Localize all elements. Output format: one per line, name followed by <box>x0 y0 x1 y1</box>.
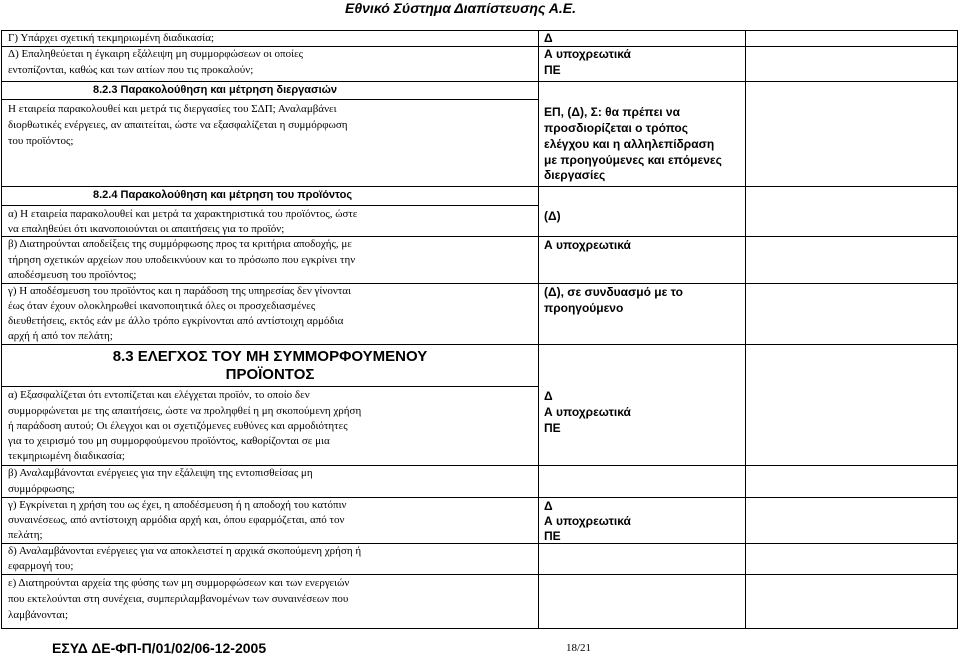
criterion-text: ε) Διατηρούνται αρχεία της φύσης των μη συμμορφώσεων και των ενεργειών <box>8 577 350 589</box>
column-divider-right <box>745 30 746 629</box>
section-heading-8-2-3: 8.2.3 Παρακολούθηση και μέτρηση διεργασιών <box>93 84 338 96</box>
assessment-note: προσδιορίζεται ο τρόπος <box>544 121 688 135</box>
criterion-text: γ) Εγκρίνεται η χρήση του ως έχει, η αποδέσμευση ή η αποδοχή του κατόπιν <box>8 499 347 511</box>
row-line <box>1 186 958 187</box>
assessment-note: (Δ), σε συνδυασμό με το <box>544 285 683 299</box>
assessment-note: Δ <box>544 499 553 513</box>
criterion-text: πελάτη; <box>8 529 43 541</box>
assessment-note: Α υποχρεωτικά <box>544 47 631 61</box>
table-border-right <box>957 30 958 629</box>
criterion-text: συναινέσεως, από αντίστοιχη αρμόδια αρχή και, όπου εφαρμόζεται, από τον <box>8 514 345 526</box>
criterion-text: Η εταιρεία παρακολουθεί και μετρά τις διεργασίες του ΣΔΠ; Αναλαμβάνει <box>8 103 337 115</box>
criterion-text: αποδέσμευση του προϊόντος; <box>8 269 137 281</box>
criterion-text: τεκμηριωμένη διαδικασία; <box>8 450 125 462</box>
assessment-note: ΠΕ <box>544 421 561 435</box>
criterion-text: διευθετήσεις, εκτός εάν με άλλο τρόπο εγκρίνονται από αντίστοιχη αρμόδια <box>8 315 344 327</box>
criterion-text: του προϊόντος; <box>8 135 74 147</box>
criterion-text: β) Διατηρούνται αποδείξεις της συμμόρφωσης προς τα κριτήρια αποδοχής, με <box>8 238 352 250</box>
criterion-text: β) Αναλαμβάνονται ενέργειες για την εξάλειψη της εντοπισθείσας μη <box>8 467 313 479</box>
page-number: 18/21 <box>566 642 592 654</box>
assessment-note: ΠΕ <box>544 63 561 77</box>
assessment-note: (Δ) <box>544 209 561 223</box>
criterion-text: έως όταν έχουν ολοκληρωθεί ικανοποιητικά όλες οι προσχεδιασμένες <box>8 300 316 312</box>
assessment-note: ΕΠ, (Δ), Σ: θα πρέπει να <box>544 105 680 119</box>
column-divider-main <box>538 30 539 629</box>
row-line <box>1 205 538 206</box>
criterion-text: α) Εξασφαλίζεται ότι εντοπίζεται και ελέγχεται προϊόν, το οποίο δεν <box>8 389 310 401</box>
section-heading-8-3-line1: 8.3 ΕΛΕΓΧΟΣ ΤΟΥ ΜΗ ΣΥΜΜΟΡΦΟΥΜΕΝΟΥ <box>112 348 428 365</box>
criterion-text: Δ) Επαληθεύεται η έγκαιρη εξάλειψη μη συμμορφώσεων οι οποίες <box>8 48 304 60</box>
assessment-note: Α υποχρεωτικά <box>544 514 631 528</box>
criterion-text: εντοπίζονται, καθώς και των αιτίων που τις προκαλούν; <box>8 64 254 76</box>
row-line <box>1 628 958 629</box>
criterion-text: α) Η εταιρεία παρακολουθεί και μετρά τα χαρακτηριστικά του προϊόντος, ώστε <box>8 208 358 220</box>
assessment-note: Α υποχρεωτικά <box>544 238 631 252</box>
assessment-note: προηγούμενο <box>544 301 624 315</box>
criterion-text: εφαρμογή του; <box>8 560 74 572</box>
criterion-text: που εκτελούνται στη συνέχεια, συμπεριλαμβανομένων των συναινέσεων που <box>8 593 349 605</box>
criterion-text: συμμορφώνεται με της απαιτήσεις, ώστε να προληφθεί η μη σκοπούμενη χρήση <box>8 405 362 417</box>
assessment-note: με προηγούμενες και επόμενες <box>544 153 722 167</box>
document-header-title: Εθνικό Σύστημα Διαπίστευσης Α.Ε. <box>345 0 576 16</box>
section-heading-8-2-4: 8.2.4 Παρακολούθηση και μέτρηση του προϊόντος <box>93 189 353 201</box>
criterion-text: λαμβάνονται; <box>8 609 69 621</box>
criterion-text: αρχή ή από τον πελάτη; <box>8 330 113 342</box>
assessment-note: Δ <box>544 31 553 45</box>
row-line <box>1 386 538 387</box>
row-line <box>1 99 538 100</box>
row-line <box>1 344 958 345</box>
criterion-text: τήρηση σχετικών αρχείων που υποδεικνύουν και το πρόσωπο που εγκρίνει την <box>8 254 356 266</box>
assessment-note: ΠΕ <box>544 529 561 543</box>
row-line <box>1 574 958 575</box>
assessment-note: Α υποχρεωτικά <box>544 405 631 419</box>
criterion-text: για το χειρισμό του μη συμμορφούμενου προϊόντος, καθορίζονται σε μια <box>8 435 330 447</box>
criterion-text: γ) Η αποδέσμευση του προϊόντος και η παράδοση της υπηρεσίας δεν γίνονται <box>8 285 351 297</box>
assessment-note: Δ <box>544 389 553 403</box>
row-line <box>1 81 958 82</box>
assessment-note: διεργασίες <box>544 168 606 182</box>
section-heading-8-3-line2: ΠΡΟΪΟΝΤΟΣ <box>225 366 315 383</box>
criterion-text: να επαληθεύει ότι ικανοποιούνται οι απαιτήσεις για το προϊόν; <box>8 223 285 235</box>
criterion-text: δ) Αναλαμβάνονται ενέργειες για να αποκλειστεί η αρχικά σκοπούμενη χρήση ή <box>8 545 362 557</box>
footer-document-code: ΕΣΥΔ ΔΕ-ΦΠ-Π/01/02/06-12-2005 <box>52 640 267 656</box>
assessment-note: ελέγχου και η αλληλεπίδραση <box>544 137 715 151</box>
criterion-text: Γ) Υπάρχει σχετική τεκμηριωμένη διαδικασία; <box>8 32 215 44</box>
criterion-text: συμμόρφωσης; <box>8 483 75 495</box>
table-border-left <box>1 30 2 629</box>
criterion-text: διορθωτικές ενέργειες, αν απαιτείται, ώστε να εξασφαλίζεται η συμμόρφωση <box>8 119 348 131</box>
criterion-text: ή παράδοση αυτού; Οι έλεγχοι και οι σχετιζόμενες ευθύνες και αρμοδιότητες <box>8 420 348 432</box>
